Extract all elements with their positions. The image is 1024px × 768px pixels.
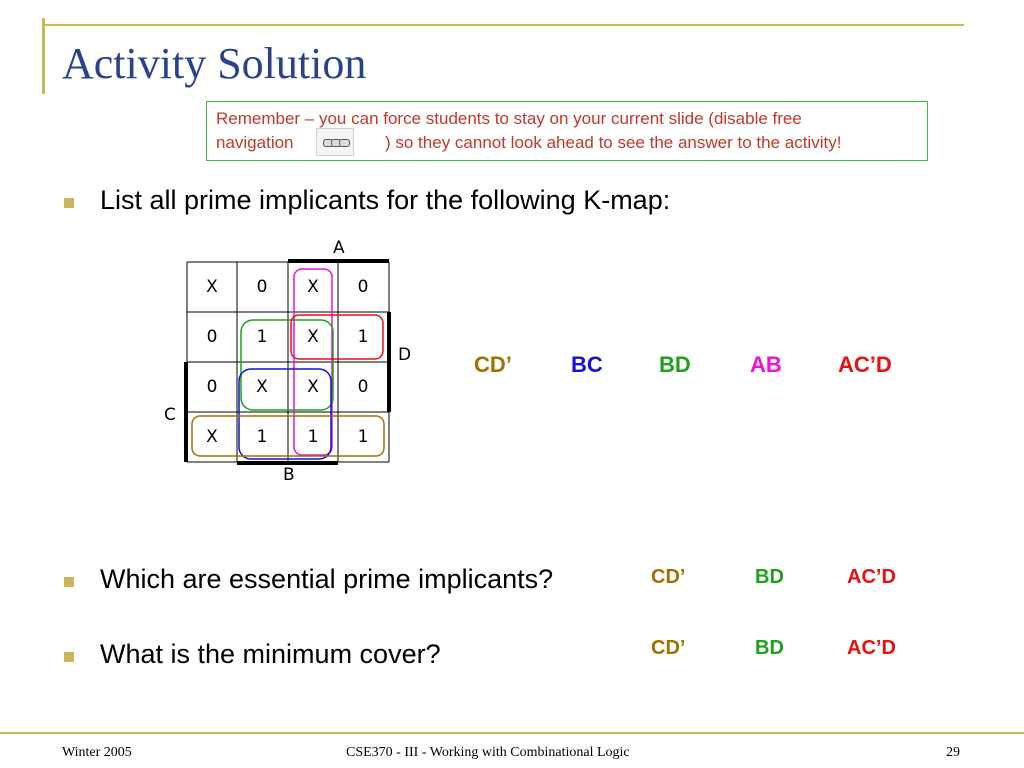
kmap-label-b: B bbox=[283, 465, 295, 485]
kmap-label-d: D bbox=[398, 345, 412, 365]
kmap-cell: X bbox=[206, 427, 218, 447]
prime-implicant: CD’ bbox=[474, 352, 512, 377]
minimum-cover-term: CD’ bbox=[651, 637, 686, 659]
minimum-cover-term: BD bbox=[755, 637, 784, 659]
kmap-cell: 1 bbox=[307, 427, 319, 447]
kmap-cell: 0 bbox=[206, 327, 218, 347]
minimum-cover-term: AC’D bbox=[847, 637, 896, 659]
prime-implicant: AB bbox=[750, 352, 782, 377]
kmap-cell: X bbox=[256, 377, 268, 397]
bullet-prime-implicants: List all prime implicants for the following K-map: bbox=[100, 185, 671, 215]
kmap-cell: 1 bbox=[357, 427, 369, 447]
footer-page-number: 29 bbox=[946, 745, 960, 760]
essential-prime-implicant: CD’ bbox=[651, 566, 686, 588]
kmap-cell: 0 bbox=[357, 377, 369, 397]
kmap-label-c: C bbox=[164, 405, 176, 425]
kmap-cell: X bbox=[206, 277, 218, 297]
note-line-2-start: navigation bbox=[216, 133, 294, 152]
note-line-1: Remember – you can force students to stay on your current slide (disable free bbox=[216, 109, 802, 128]
footer-course: CSE370 - III - Working with Combinational Logic bbox=[346, 745, 630, 760]
kmap-cell: 1 bbox=[357, 327, 369, 347]
kmap-cell: 0 bbox=[206, 377, 218, 397]
bullet-minimum-cover: What is the minimum cover? bbox=[100, 639, 441, 669]
prime-implicant: BC bbox=[571, 352, 603, 377]
kmap-cell: 1 bbox=[256, 327, 268, 347]
note-line-2-end: ) so they cannot look ahead to see the answer to the activity! bbox=[385, 133, 842, 152]
slide-title: Activity Solution bbox=[62, 39, 367, 88]
bullet-essential: Which are essential prime implicants? bbox=[100, 564, 554, 594]
kmap-label-a: A bbox=[333, 238, 345, 258]
footer-date: Winter 2005 bbox=[62, 745, 132, 760]
kmap-cell: 0 bbox=[256, 277, 268, 297]
kmap-cell: X bbox=[307, 377, 319, 397]
kmap-cell: X bbox=[307, 277, 319, 297]
essential-prime-implicant: BD bbox=[755, 566, 784, 588]
prime-implicant: AC’D bbox=[838, 352, 892, 377]
prime-implicant: BD bbox=[659, 352, 691, 377]
kmap-cell: 0 bbox=[357, 277, 369, 297]
kmap-cell: 1 bbox=[256, 427, 268, 447]
kmap-cell: X bbox=[307, 327, 319, 347]
essential-prime-implicant: AC’D bbox=[847, 566, 896, 588]
